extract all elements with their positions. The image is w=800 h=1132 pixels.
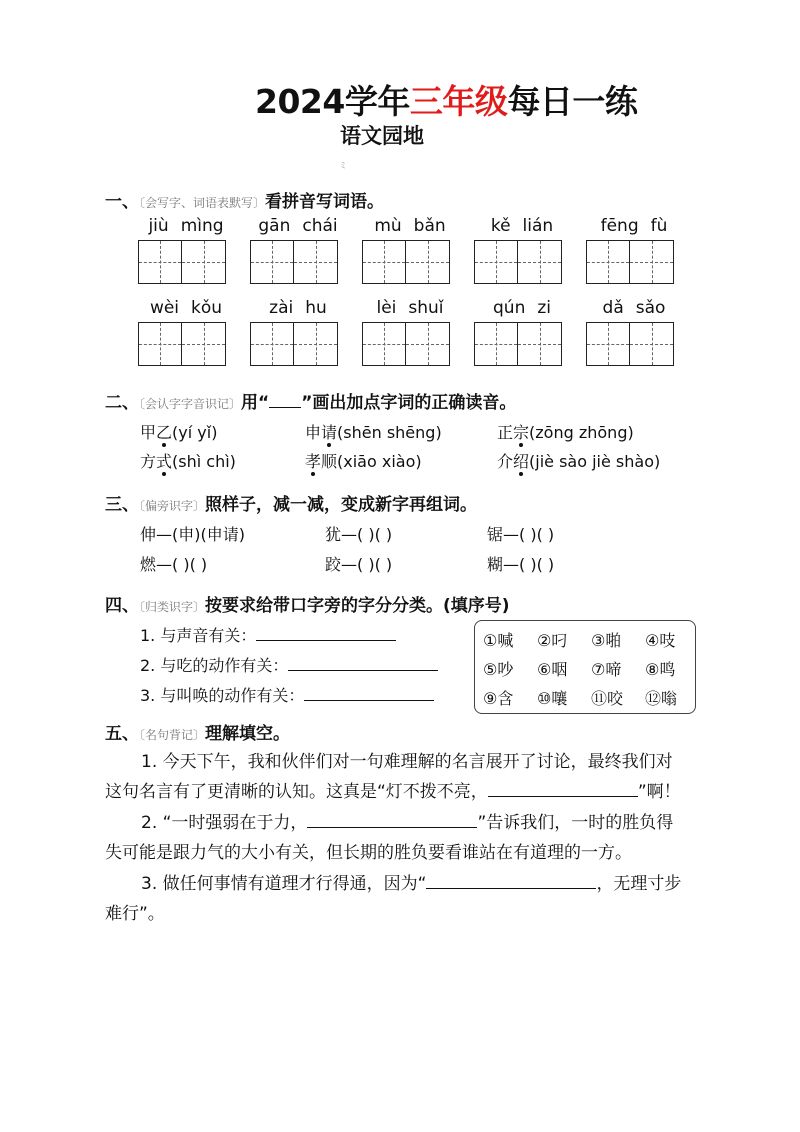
question-3 xyxy=(105,869,705,929)
answer-blank[interactable] xyxy=(256,626,396,641)
char-option: ⑧鸣 xyxy=(645,660,676,679)
writing-box[interactable] xyxy=(518,322,562,366)
pinyin-word xyxy=(466,216,578,284)
classify-line-1 xyxy=(140,623,396,646)
pinyin-syllable: lèi xyxy=(376,298,397,318)
q1-line-b: 这句名言有了更清晰的认知。这真是“灯不拨不亮， xyxy=(105,782,488,802)
q1-line-c: ”啊！ xyxy=(637,782,681,802)
writing-box[interactable] xyxy=(586,322,630,366)
section1-tag: 〔会写字、词语表默写〕 xyxy=(139,196,266,210)
pinyin-syllable: fù xyxy=(650,216,668,236)
writing-box[interactable] xyxy=(518,240,562,284)
writing-box[interactable] xyxy=(362,322,406,366)
char-option: ③啪 xyxy=(591,631,622,650)
reading-item[interactable]: 方式(shì chì) xyxy=(140,452,236,471)
char-option: ①喊 xyxy=(483,631,514,650)
answer-blank[interactable] xyxy=(426,872,596,889)
q2-line-c: 失可能是跟力气的大小有关，但长期的胜负要看谁站在有道理的一方。 xyxy=(105,843,632,863)
writing-box[interactable] xyxy=(250,322,294,366)
writing-box[interactable] xyxy=(406,322,450,366)
example-item: 伸—(申)(申请) xyxy=(140,525,245,544)
pinyin-label xyxy=(242,216,354,240)
classify-label: 3. 与叫唤的动作有关： xyxy=(140,686,305,705)
fill-item[interactable]: 锯—( )( ) xyxy=(487,525,555,544)
pinyin-label xyxy=(466,216,578,240)
pinyin-label xyxy=(354,298,466,322)
page-subtitle: 语文园地 xyxy=(340,124,424,148)
writing-box[interactable] xyxy=(182,240,226,284)
section2-text-a: 用“ xyxy=(241,393,270,413)
char-option: ⑪咬 xyxy=(591,689,624,708)
fill-item[interactable]: 糊—( )( ) xyxy=(487,555,555,574)
section1-number: 一、 xyxy=(105,192,139,212)
section5-tag: 〔名句背记〕 xyxy=(139,728,206,742)
dotted-char: 绍 xyxy=(513,452,530,471)
writing-box[interactable] xyxy=(586,240,630,284)
pinyin-syllable: kǒu xyxy=(191,298,223,318)
writing-box[interactable] xyxy=(362,240,406,284)
pinyin-syllable: kě xyxy=(490,216,511,236)
writing-box[interactable] xyxy=(406,240,450,284)
reading-item[interactable]: 申请(shēn shēng) xyxy=(305,423,442,442)
section3-heading xyxy=(105,490,477,515)
writing-box[interactable] xyxy=(294,240,338,284)
dotted-char: 请 xyxy=(321,423,338,442)
pinyin-syllable: jiù xyxy=(148,216,169,236)
q2-line-b: ”告诉我们，一时的胜负得 xyxy=(477,813,674,833)
q3-line-a: 3. 做任何事情有道理才行得通，因为“ xyxy=(141,874,427,894)
pinyin-label xyxy=(354,216,466,240)
section4-number: 四、 xyxy=(105,596,139,616)
pinyin-syllable: lián xyxy=(522,216,554,236)
section4-heading xyxy=(105,591,510,616)
classify-label: 1. 与声音有关： xyxy=(140,626,257,645)
char-option: ⑫嗡 xyxy=(645,689,678,708)
pinyin-syllable: chái xyxy=(302,216,338,236)
reading-item[interactable]: 孝顺(xiāo xiào) xyxy=(305,452,422,471)
writing-box[interactable] xyxy=(294,322,338,366)
pinyin-syllable: fēng xyxy=(600,216,639,236)
section1-instruction: 看拼音写词语。 xyxy=(265,192,385,212)
char-option: ⑩嚷 xyxy=(537,689,568,708)
pinyin-word xyxy=(578,298,690,366)
fill-item[interactable]: 犹—( )( ) xyxy=(325,525,393,544)
dotted-char: 乙 xyxy=(156,423,173,442)
answer-blank[interactable] xyxy=(304,686,434,701)
pinyin-label xyxy=(130,298,242,322)
pinyin-syllable: zài xyxy=(269,298,294,318)
pinyin-label xyxy=(130,216,242,240)
pinyin-word xyxy=(130,216,242,284)
title-suffix: 每日一练 xyxy=(507,82,638,121)
writing-box[interactable] xyxy=(138,240,182,284)
pinyin-syllable: gān xyxy=(258,216,291,236)
section4-instruction: 按要求给带口字旁的字分分类。(填序号) xyxy=(205,596,510,616)
section4-tag: 〔归类识字〕 xyxy=(139,600,206,614)
section5-number: 五、 xyxy=(105,724,139,744)
page-title xyxy=(255,76,637,123)
writing-box[interactable] xyxy=(182,322,226,366)
pinyin-word xyxy=(130,298,242,366)
dotted-char: 孝 xyxy=(305,452,322,471)
section5-heading xyxy=(105,719,290,744)
pinyin-row-1 xyxy=(130,216,690,284)
pinyin-word xyxy=(578,216,690,284)
section1-heading xyxy=(105,187,384,212)
char-option: ⑨含 xyxy=(483,689,514,708)
scan-speck: ミ xyxy=(339,161,347,170)
classify-line-2 xyxy=(140,653,438,676)
pinyin-syllable: wèi xyxy=(149,298,180,318)
pinyin-syllable: shuǐ xyxy=(408,298,444,318)
fill-item[interactable]: 燃—( )( ) xyxy=(140,555,208,574)
title-grade: 三年级 xyxy=(409,82,508,121)
pinyin-label xyxy=(466,298,578,322)
writing-box[interactable] xyxy=(250,240,294,284)
q3-line-b: ，无理寸步 xyxy=(596,874,682,894)
q3-line-c: 难行”。 xyxy=(105,904,165,924)
char-option: ⑤吵 xyxy=(483,660,514,679)
question-1 xyxy=(105,747,705,807)
char-option: ⑦啼 xyxy=(591,660,622,679)
pinyin-word xyxy=(242,216,354,284)
section3-number: 三、 xyxy=(105,495,139,515)
character-options-box xyxy=(474,620,696,714)
underline-sample xyxy=(269,395,301,408)
reading-item[interactable]: 甲乙(yí yǐ) xyxy=(140,423,218,442)
pinyin-syllable: zi xyxy=(537,298,551,318)
writing-box[interactable] xyxy=(630,322,674,366)
pinyin-syllable: sǎo xyxy=(635,298,666,318)
pinyin-word xyxy=(466,298,578,366)
section3-instruction: 照样子，减一减，变成新字再组词。 xyxy=(205,495,478,515)
pinyin-label xyxy=(578,298,690,322)
pinyin-row-2 xyxy=(130,298,690,366)
dotted-char: 宗 xyxy=(513,423,530,442)
question-2 xyxy=(105,808,705,868)
title-year: 2024学年 xyxy=(255,82,410,121)
answer-blank[interactable] xyxy=(288,656,438,671)
section2-number: 二、 xyxy=(105,393,139,413)
answer-blank[interactable] xyxy=(488,780,638,797)
pinyin-syllable: mìng xyxy=(180,216,224,236)
pinyin-syllable: dǎ xyxy=(602,298,624,318)
section2-heading xyxy=(105,388,516,413)
reading-item[interactable]: 介绍(jiè sào jiè shào) xyxy=(497,452,661,471)
q1-line-a: 1. 今天下午，我和伙伴们对一句难理解的名言展开了讨论，最终我们对 xyxy=(141,752,673,772)
writing-box[interactable] xyxy=(630,240,674,284)
pinyin-syllable: bǎn xyxy=(413,216,446,236)
writing-box[interactable] xyxy=(474,322,518,366)
writing-box[interactable] xyxy=(474,240,518,284)
pinyin-syllable: mù xyxy=(374,216,402,236)
section2-text-b: ”画出加点字词的正确读音。 xyxy=(301,393,517,413)
char-option: ⑥咽 xyxy=(537,660,568,679)
classify-line-3 xyxy=(140,683,434,706)
pinyin-label xyxy=(242,298,354,322)
dotted-char: 式 xyxy=(156,452,173,471)
answer-blank[interactable] xyxy=(307,811,477,828)
pinyin-word xyxy=(354,298,466,366)
fill-item[interactable]: 跤—( )( ) xyxy=(325,555,393,574)
classify-label: 2. 与吃的动作有关： xyxy=(140,656,289,675)
section5-instruction: 理解填空。 xyxy=(205,724,291,744)
pinyin-word xyxy=(354,216,466,284)
char-option: ④吱 xyxy=(645,631,676,650)
q2-line-a: 2. “一时强弱在于力， xyxy=(141,813,308,833)
reading-item[interactable]: 正宗(zōng zhōng) xyxy=(497,423,634,442)
pinyin-label xyxy=(578,216,690,240)
pinyin-syllable: hu xyxy=(305,298,327,318)
section3-tag: 〔偏旁识字〕 xyxy=(139,499,206,513)
char-option: ②叼 xyxy=(537,631,568,650)
section2-tag: 〔会认字字音识记〕 xyxy=(139,397,242,411)
pinyin-word xyxy=(242,298,354,366)
writing-box[interactable] xyxy=(138,322,182,366)
pinyin-syllable: qún xyxy=(493,298,526,318)
